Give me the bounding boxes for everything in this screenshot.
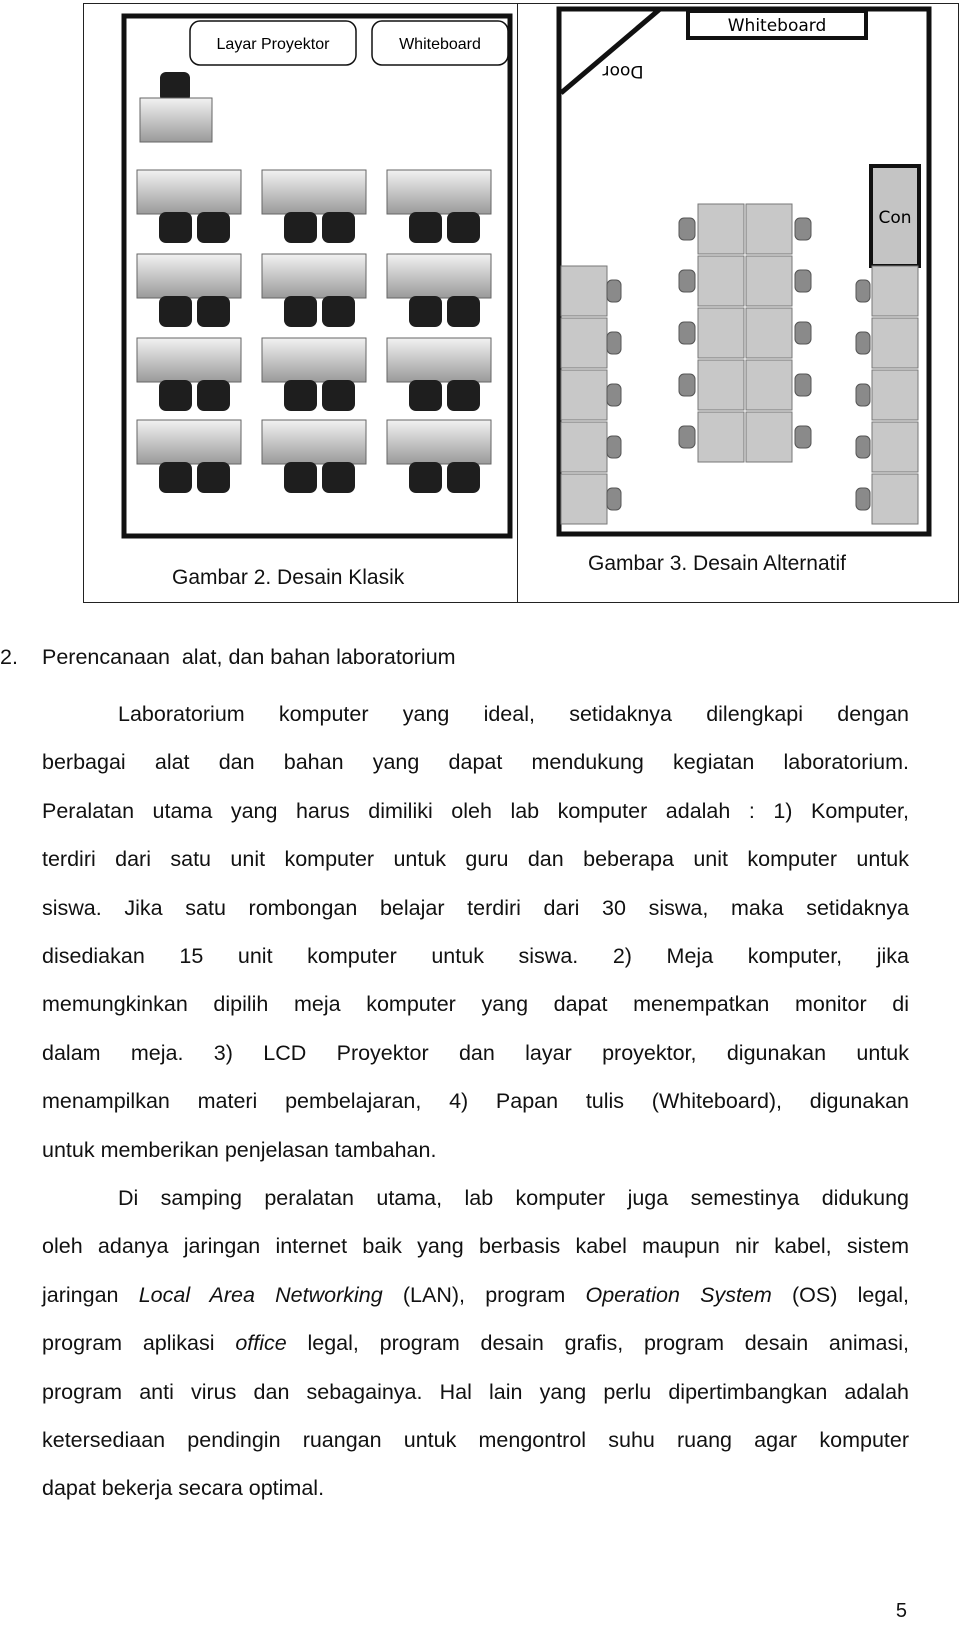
workstation-chair: [856, 488, 870, 510]
island-workstation: [698, 360, 744, 410]
workstation-chair: [795, 218, 811, 240]
paragraph-line: [42, 1319, 909, 1367]
wall-workstation: [561, 474, 607, 524]
workstation-chair: [679, 270, 695, 292]
workstation-chair: [795, 374, 811, 396]
teacher-desk: [140, 98, 212, 142]
workstation-chair: [607, 436, 621, 458]
student-desk: [262, 420, 366, 464]
island-workstation: [746, 204, 792, 254]
student-desk: [387, 170, 491, 214]
workstation-chair: [856, 384, 870, 406]
student-chair: [284, 212, 317, 243]
whiteboard-label-left: Whiteboard: [399, 36, 481, 53]
student-chair: [159, 212, 192, 243]
workstation-chair: [679, 322, 695, 344]
student-chair: [447, 462, 480, 493]
figure-drawings: [0, 0, 960, 610]
wall-workstation: [872, 370, 918, 420]
paragraph-line: menampilkan materi pembelajaran, 4) Papan tulis (Whiteboard), digunakan: [42, 1089, 909, 1114]
student-desks: [137, 170, 491, 493]
island-workstation: [698, 204, 744, 254]
section-title: Perencanaan alat, dan bahan laboratorium: [42, 645, 456, 669]
workstation-chair: [607, 280, 621, 302]
alternative-layout-diagram: [559, 9, 929, 534]
paragraph-line: terdiri dari satu unit komputer untuk guru dan beberapa unit komputer untuk: [42, 847, 909, 872]
paragraph-line: disediakan 15 unit komputer untuk siswa. 2) Meja komputer, jika: [42, 943, 909, 968]
student-chair: [159, 296, 192, 327]
paragraph-line: siswa. Jika satu rombongan belajar terdiri dari 30 siswa, maka setidaknya: [42, 895, 909, 920]
workstation-chair: [795, 322, 811, 344]
projector-screen-label: Layar Proyektor: [216, 36, 330, 53]
student-chair: [322, 212, 355, 243]
text-run: program aplikasi: [42, 1331, 236, 1356]
workstation-chair: [795, 270, 811, 292]
wall-workstation: [872, 422, 918, 472]
workstation-chair: [679, 374, 695, 396]
student-desk: [262, 338, 366, 382]
paragraph-line: Di samping peralatan utama, lab komputer juga semestinya didukung: [118, 1186, 909, 1210]
wall-workstation: [872, 474, 918, 524]
student-desk: [387, 420, 491, 464]
student-chair: [159, 380, 192, 411]
student-desk: [262, 170, 366, 214]
island-workstation: [746, 360, 792, 410]
student-chair: [284, 296, 317, 327]
paragraph-line: program anti virus dan sebagainya. Hal lain yang perlu dipertimbangkan adalah: [42, 1379, 909, 1404]
paragraph-line: dapat bekerja secara optimal.: [42, 1476, 325, 1501]
workstation-chair: [607, 384, 621, 406]
student-chair: [447, 296, 480, 327]
paragraph-line: Laboratorium komputer yang ideal, setidaknya dilengkapi dengan: [118, 702, 909, 726]
paragraph-line: berbagai alat dan bahan yang dapat mendukung kegiatan laboratorium.: [42, 750, 909, 775]
student-desk: [387, 338, 491, 382]
island-workstation: [698, 256, 744, 306]
island-workstation: [746, 412, 792, 462]
island-workstation: [698, 308, 744, 358]
text-run: (LAN), program: [382, 1282, 586, 1307]
island-workstation: [746, 308, 792, 358]
caption-alternative-design: Gambar 3. Desain Alternatif: [588, 552, 846, 575]
student-desk: [137, 420, 241, 464]
student-chair: [197, 380, 230, 411]
student-chair: [409, 462, 442, 493]
paragraph-line: memungkinkan dipilih meja komputer yang dapat menempatkan monitor di: [42, 992, 909, 1017]
student-chair: [284, 462, 317, 493]
student-chair: [447, 380, 480, 411]
student-desk: [262, 254, 366, 298]
student-chair: [322, 462, 355, 493]
student-chair: [447, 212, 480, 243]
wall-workstation: [561, 266, 607, 316]
student-chair: [322, 380, 355, 411]
paragraph-line: [42, 1271, 909, 1319]
console-label: Con: [878, 208, 912, 228]
text-run-italic: Operation System: [585, 1282, 772, 1307]
classic-layout-diagram: [124, 16, 510, 536]
workstation-chair: [679, 426, 695, 448]
island-workstation: [746, 256, 792, 306]
student-chair: [409, 380, 442, 411]
student-chair: [322, 296, 355, 327]
alternative-workstations: [561, 204, 918, 524]
student-desk: [387, 254, 491, 298]
whiteboard-label-right: Whiteboard: [727, 16, 827, 36]
section-heading: [0, 645, 456, 670]
student-chair: [197, 296, 230, 327]
student-desk: [137, 338, 241, 382]
paragraph-equipment: [42, 690, 909, 1174]
paragraph-line: oleh adanya jaringan internet baik yang berbasis kabel maupun nir kabel, sistem: [42, 1234, 909, 1259]
island-workstation: [698, 412, 744, 462]
wall-workstation: [872, 266, 918, 316]
text-run-italic: office: [235, 1331, 287, 1356]
text-run: legal, program desain grafis, program desain animasi,: [286, 1331, 909, 1356]
wall-workstation: [561, 370, 607, 420]
paragraph-line: ketersediaan pendingin ruangan untuk mengontrol suhu ruang agar komputer: [42, 1427, 909, 1452]
student-chair: [284, 380, 317, 411]
workstation-chair: [679, 218, 695, 240]
section-number: 2.: [0, 645, 18, 669]
workstation-chair: [856, 436, 870, 458]
student-chair: [409, 296, 442, 327]
student-chair: [159, 462, 192, 493]
wall-workstation: [561, 318, 607, 368]
page-number: 5: [895, 1600, 907, 1622]
student-chair: [409, 212, 442, 243]
text-run: jaringan: [42, 1282, 139, 1307]
workstation-chair: [795, 426, 811, 448]
wall-workstation: [872, 318, 918, 368]
paragraph-line: Peralatan utama yang harus dimiliki oleh lab komputer adalah : 1) Komputer,: [42, 798, 909, 823]
text-run-italic: Local Area Networking: [138, 1282, 383, 1307]
wall-workstation: [561, 422, 607, 472]
text-run: (OS) legal,: [771, 1282, 909, 1307]
paragraph-line: dalam meja. 3) LCD Proyektor dan layar proyektor, digunakan untuk: [42, 1040, 909, 1065]
student-desk: [137, 254, 241, 298]
workstation-chair: [856, 280, 870, 302]
student-chair: [197, 462, 230, 493]
paragraph-support: [42, 1174, 909, 1513]
caption-classic-design: Gambar 2. Desain Klasik: [172, 566, 405, 589]
door-label: Door: [602, 61, 644, 81]
student-desk: [137, 170, 241, 214]
workstation-chair: [607, 488, 621, 510]
workstation-chair: [607, 332, 621, 354]
student-chair: [197, 212, 230, 243]
paragraph-line: untuk memberikan penjelasan tambahan.: [42, 1137, 437, 1162]
workstation-chair: [856, 332, 870, 354]
